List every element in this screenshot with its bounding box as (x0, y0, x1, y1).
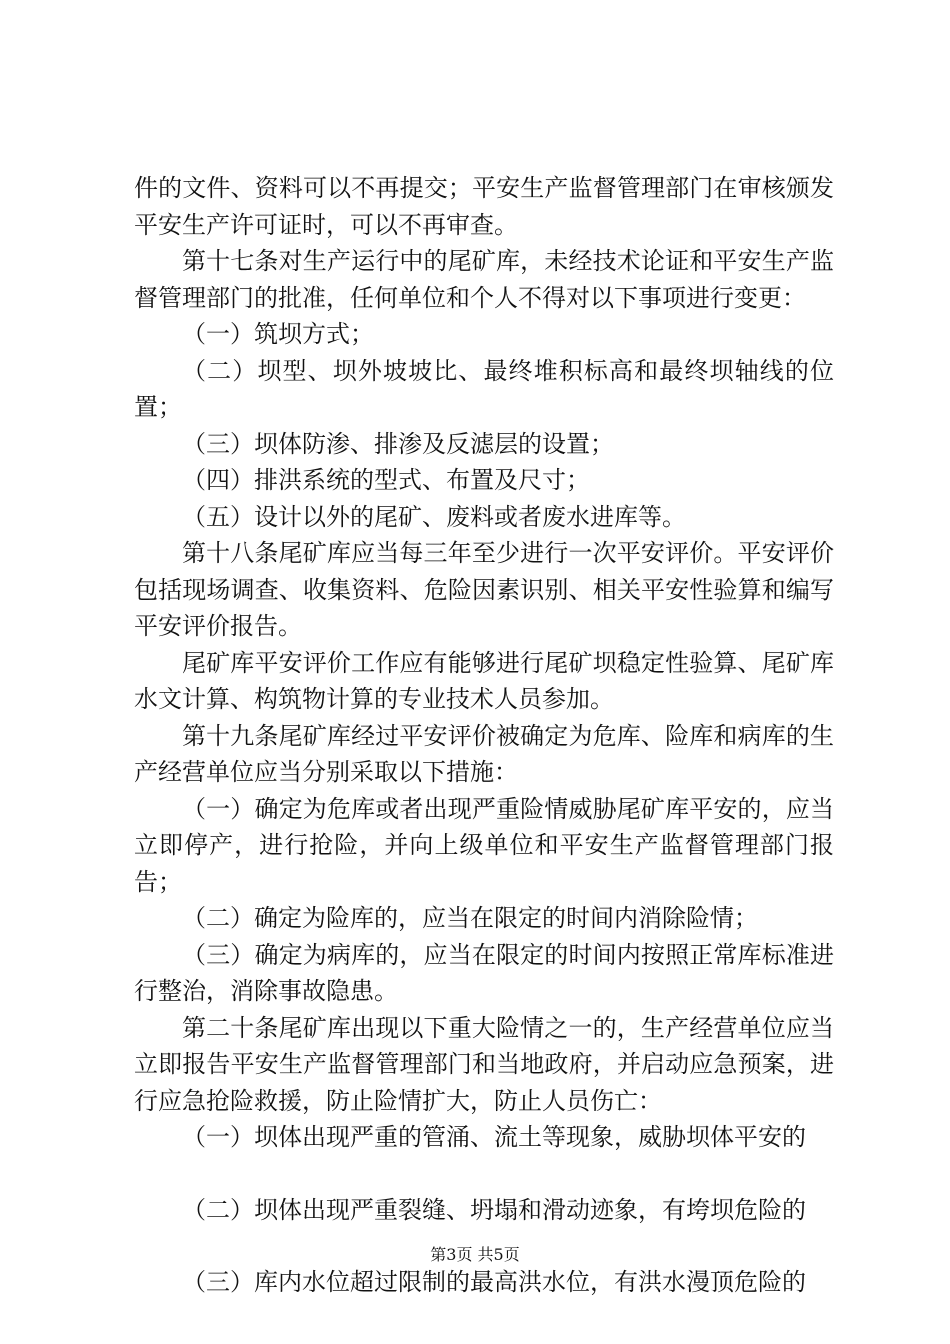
list-item-19-3: （三）确定为病库的，应当在限定的时间内按照正常库标准进行整治，消除事故隐患。 (134, 940, 834, 1005)
list-item-20-2: （二）坝体出现严重裂缝、坍塌和滑动迹象，有垮坝危险的 (182, 1195, 806, 1224)
list-item-20-1: （一）坝体出现严重的管涌、流土等现象，威胁坝体平安的 (182, 1123, 806, 1151)
list-item-17-5: （五）设计以外的尾矿、废料或者废水进库等。 (182, 502, 686, 531)
list-item-17-4: （四）排洪系统的型式、布置及尺寸； (182, 466, 590, 494)
paragraph-article-18-staff: 尾矿库平安评价工作应有能够进行尾矿坝稳定性验算、尾矿库水文计算、构筑物计算的专业技术人员参加。 (134, 648, 834, 713)
list-item-17-3: （三）坝体防渗、排渗及反滤层的设置； (182, 429, 614, 458)
list-item-17-2: （二）坝型、坝外坡坡比、最终堆积标高和最终坝轴线的位置； (134, 356, 834, 421)
list-item-19-1: （一）确定为危库或者出现严重险情威胁尾矿库平安的，应当立即停产，进行抢险，并向上级单位和平安生产监督管理部门报告； (134, 794, 834, 896)
paragraph-article-20: 第二十条尾矿库出现以下重大险情之一的，生产经营单位应当立即报告平安生产监督管理部门和当地政府，并启动应急预案，进行应急抢险救援，防止险情扩大，防止人员伤亡： (134, 1013, 834, 1115)
page-footer: 第3页 共5页 (430, 1245, 520, 1264)
paragraph-article-18: 第十八条尾矿库应当每三年至少进行一次平安评价。平安评价包括现场调查、收集资料、危险因素识别、相关平安性验算和编写平安评价报告。 (134, 539, 834, 640)
list-item-20-3: （三）库内水位超过限制的最高洪水位，有洪水漫顶危险的 (182, 1268, 806, 1296)
document-body (134, 170, 834, 1301)
paragraph-article-19: 第十九条尾矿库经过平安评价被确定为危库、险库和病库的生产经营单位应当分别采取以下措施： (134, 721, 834, 786)
paragraph-continuation: 件的文件、资料可以不再提交；平安生产监督管理部门在审核颁发平安生产许可证时，可以不再审查。 (134, 174, 834, 239)
list-item-17-1: （一）筑坝方式； (182, 320, 374, 348)
paragraph-article-17: 第十七条对生产运行中的尾矿库，未经技术论证和平安生产监督管理部门的批准，任何单位和个人不得对以下事项进行变更： (134, 247, 834, 312)
list-item-19-2: （二）确定为险库的，应当在限定的时间内消除险情； (182, 904, 758, 932)
